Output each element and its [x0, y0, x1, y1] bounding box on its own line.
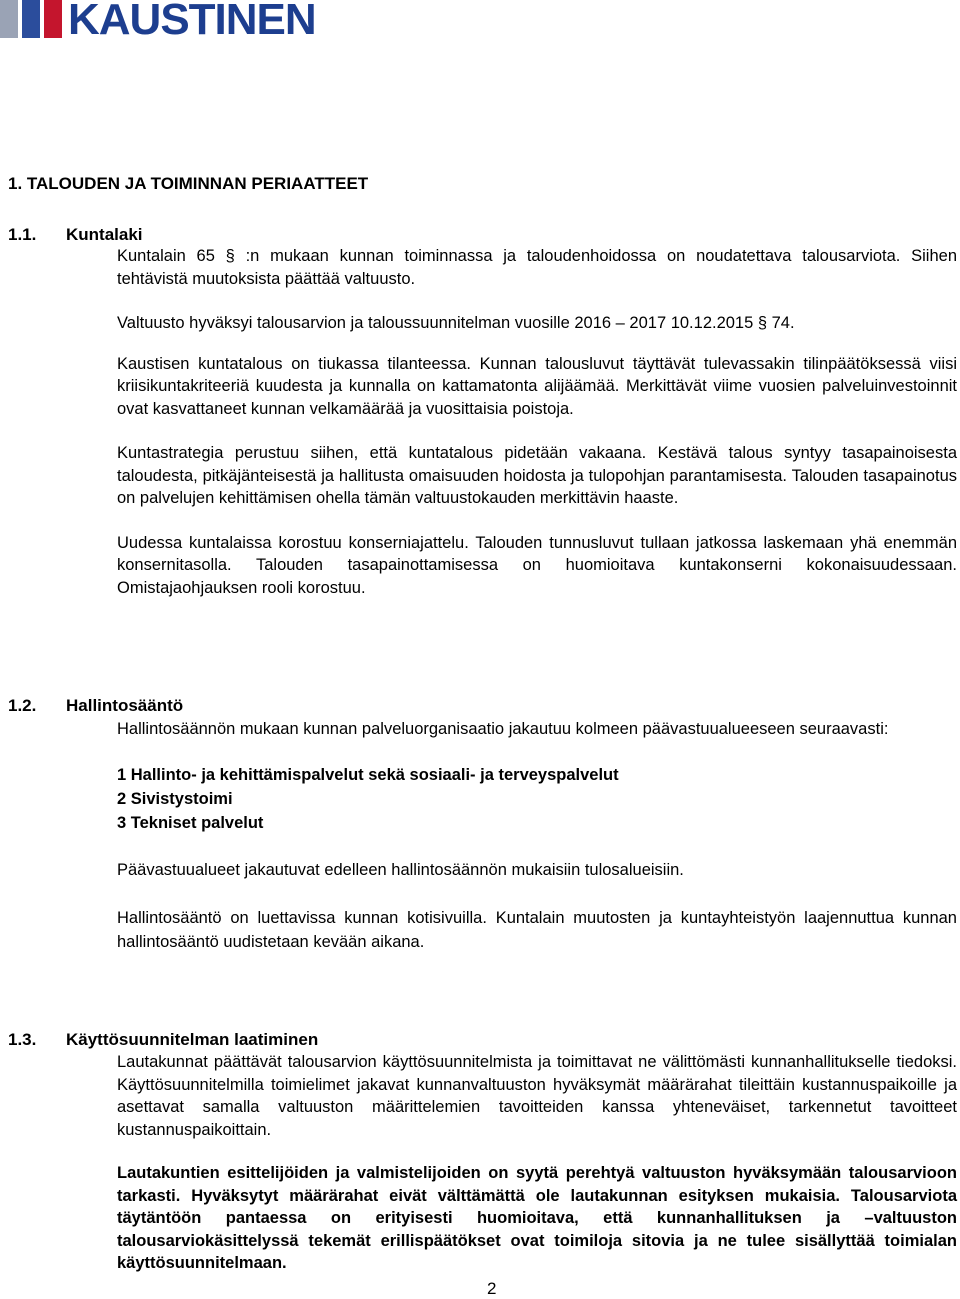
list-item: 3 Tekniset palvelut [117, 814, 264, 832]
logo-bar-blue [22, 0, 40, 38]
paragraph: Kuntalain 65 § :n mukaan kunnan toiminnassa ja taloudenhoidossa on noudatettava talousarviota. Siihen tehtävistä muutoksista päättää valtuusto. [117, 247, 957, 288]
section-body [117, 245, 957, 599]
paragraph: Valtuusto hyväksyi talousarvion ja taloussuunnitelman vuosille 2016 – 2017 10.12.2015 § 74. [117, 314, 795, 332]
page-number: 2 [487, 1279, 497, 1298]
kaustinen-logo [0, 0, 316, 46]
section-title: Käyttösuunnitelman laatiminen [66, 1030, 319, 1049]
section-title: Hallintosääntö [66, 696, 184, 715]
paragraph: Uudessa kuntalaissa korostuu konserniajattelu. Talouden tunnusluvut tullaan jatkossa laskemaan yhä enemmän konsernitasolla. Talouden tasapainottamisessa on huomioitava kuntakonserni kokonaisuudessaan. Omistajaohjauksen rooli korostuu. [117, 533, 957, 597]
section-body [117, 1051, 957, 1275]
list-item: 2 Sivistystoimi [117, 790, 233, 808]
paragraph: Lautakunnat päättävät talousarvion käyttösuunnitelmista ja toimittavat ne välittömästi kunnanhallitukselle tiedoksi. Käyttösuunnitelmilla toimielimet jakavat kunnanvaltuuston hyväksymät määrärahat tileittäin kustannuspaikoille ja asettavat samalla valtuuston määrittelemien tavoitteiden kanssa yhteneväiset, tarkennetut tavoitteet kustannuspaikoittain. [117, 1053, 957, 1139]
section-title: Kuntalaki [66, 225, 143, 244]
paragraph: Kaustisen kuntatalous on tiukassa tilanteessa. Kunnan talousluvut täyttävät tulevassakin tilinpäätöksessä viisi kriisikuntakriteeriä kuudesta ja kunnalla on kattamatonta alijäämää. Merkittävät viime vuosien palveluinvestoinnit ovat kasvattaneet kunnan velkamäärää ja vuosittaisia poistoja. [117, 354, 957, 418]
list-item: 1 Hallinto- ja kehittämispalvelut sekä sosiaali- ja terveyspalvelut [117, 766, 619, 784]
paragraph: Päävastuualueet jakautuvat edelleen hallintosäännön mukaisiin tulosalueisiin. [117, 861, 684, 879]
page-heading: 1. TALOUDEN JA TOIMINNAN PERIAATTEET [8, 174, 369, 193]
logo-bar-red [44, 0, 62, 38]
section-number: 1.2. [8, 696, 37, 715]
logo-text: KAUSTINEN [68, 0, 316, 44]
area-list [117, 763, 957, 835]
paragraph: Kuntastrategia perustuu siihen, että kuntatalous pidetään vakaana. Kestävä talous syntyy tasapainoisesta taloudesta, pitkäjänteisestä ja hallitusta omaisuuden hoidosta ja tulopohjan parantamisesta. Talouden tasapainotus on palvelujen kehittämisen ohella tämän valtuustokauden merkittävin haaste. [117, 444, 957, 507]
bold-paragraph: Lautakuntien esittelijöiden ja valmistelijoiden on syytä perehtyä valtuuston hyväksymään talousarvioon tarkasti. Hyväksytyt määrärahat eivät välttämättä ole lautakunnan esityksen mukaisia. Talousarviota täytäntöön pantaessa on erityisesti huomioitava, että kunnanhallituksen ja –valtuuston talousarviokäsittelyssä tekemät erillispäätökset ovat toimiloja sitovia ja ne tulee sisällyttää toimialan käyttösuunnitelmaan. [117, 1164, 957, 1272]
paragraph: Hallintosäännön mukaan kunnan palveluorganisaatio jakautuu kolmeen päävastuualueeseen seuraavasti: [117, 720, 889, 738]
logo-color-bars [0, 0, 66, 38]
logo-bar-gray [0, 0, 18, 38]
section-number: 1.3. [8, 1030, 37, 1049]
section-number: 1.1. [8, 225, 37, 244]
paragraph: Hallintosääntö on luettavissa kunnan kotisivuilla. Kuntalain muutosten ja kuntayhteistyön laajennuttua kunnan hallintosääntö uudistetaan kevään aikana. [117, 909, 957, 951]
section-body [117, 717, 957, 954]
